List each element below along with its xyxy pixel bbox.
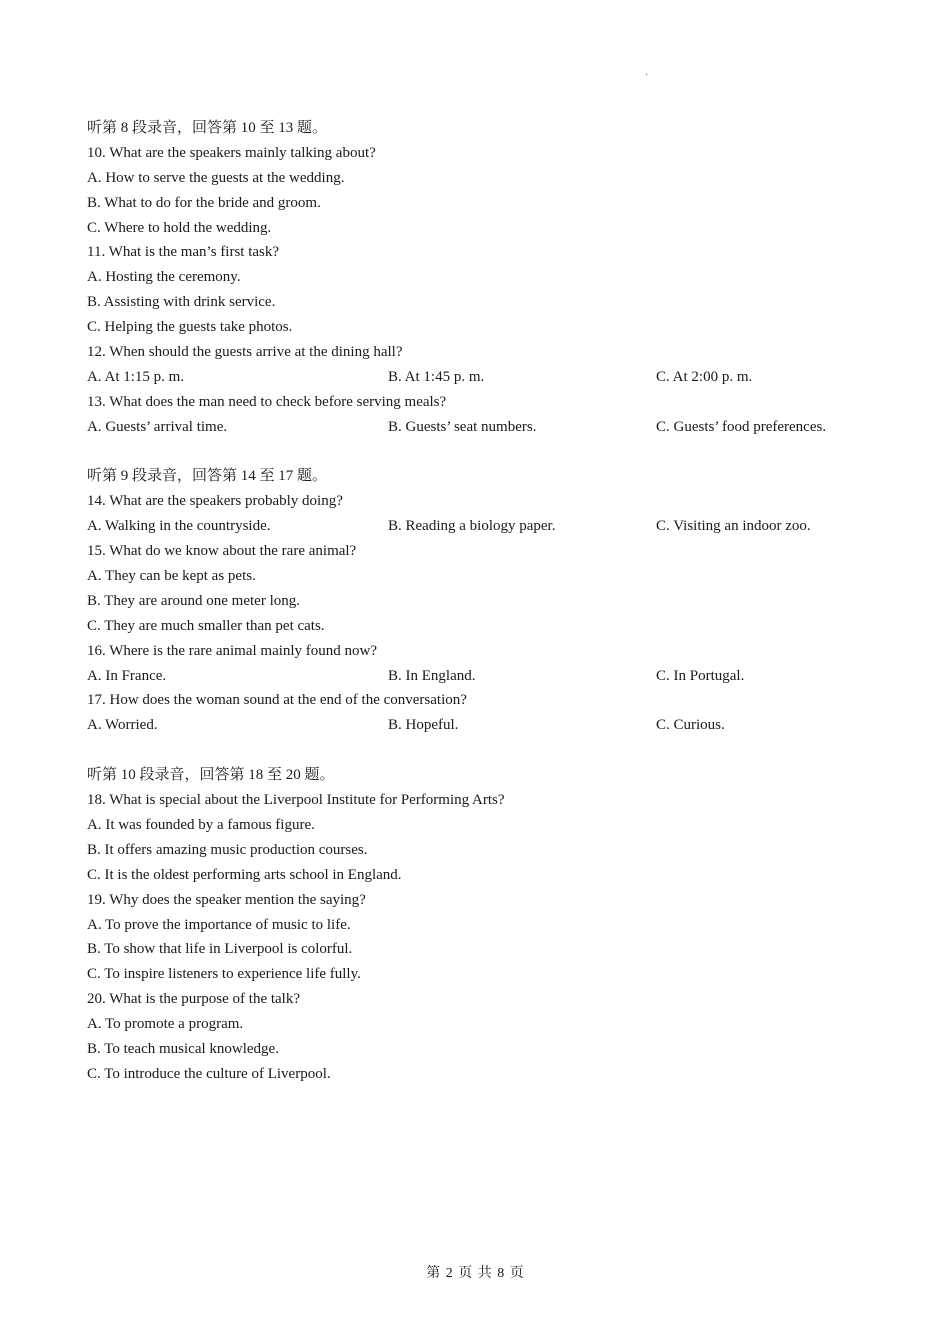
answer-option: B. To show that life in Liverpool is colorful.	[87, 941, 353, 958]
answer-option: C. Visiting an indoor zoo.	[656, 518, 811, 535]
answer-option: C. They are much smaller than pet cats.	[87, 617, 325, 634]
answer-option: B. Guests’ seat numbers.	[388, 418, 537, 435]
answer-option: A. Walking in the countryside.	[87, 518, 271, 535]
section-spacer	[87, 440, 887, 465]
question-stem: 13. What does the man need to check before serving meals?	[87, 393, 447, 410]
answer-option: B. They are around one meter long.	[87, 592, 300, 609]
listening-questions	[87, 116, 887, 1087]
answer-option: A. Worried.	[87, 717, 158, 734]
answer-option: B. At 1:45 p. m.	[388, 368, 485, 385]
answer-option: B. Reading a biology paper.	[388, 518, 556, 535]
answer-option: B. It offers amazing music production courses.	[87, 841, 368, 858]
options-row	[87, 664, 887, 689]
question-stem: 19. Why does the speaker mention the saying?	[87, 891, 366, 908]
answer-option: C. In Portugal.	[656, 667, 745, 684]
answer-option: A. How to serve the guests at the wedding.	[87, 169, 345, 186]
page-footer: 第 2 页 共 8 页	[426, 1266, 524, 1281]
answer-option: C. Where to hold the wedding.	[87, 219, 272, 236]
answer-option: A. In France.	[87, 667, 167, 684]
answer-option: C. To introduce the culture of Liverpool.	[87, 1065, 331, 1082]
answer-option: A. Hosting the ceremony.	[87, 269, 241, 286]
options-row	[87, 415, 887, 440]
answer-option: A. It was founded by a famous figure.	[87, 816, 315, 833]
answer-option: C. It is the oldest performing arts school in England.	[87, 866, 402, 883]
answer-option: B. Hopeful.	[388, 717, 459, 734]
options-row	[87, 365, 887, 390]
options-row	[87, 514, 887, 539]
answer-option: A. To promote a program.	[87, 1016, 244, 1033]
question-stem: 15. What do we know about the rare animal?	[87, 543, 357, 560]
options-row	[87, 713, 887, 738]
question-stem: 18. What is special about the Liverpool Institute for Performing Arts?	[87, 792, 505, 809]
answer-option: A. At 1:15 p. m.	[87, 368, 185, 385]
answer-option: C. Curious.	[656, 717, 725, 734]
answer-option: B. To teach musical knowledge.	[87, 1040, 279, 1057]
answer-option: C. At 2:00 p. m.	[656, 368, 753, 385]
question-stem: 12. When should the guests arrive at the dining hall?	[87, 344, 403, 361]
answer-option: A. To prove the importance of music to life.	[87, 916, 351, 933]
section-spacer	[87, 738, 887, 763]
answer-option: A. They can be kept as pets.	[87, 568, 256, 585]
corner-mark: ·	[645, 70, 649, 81]
question-stem: 16. Where is the rare animal mainly found now?	[87, 642, 378, 659]
question-stem: 20. What is the purpose of the talk?	[87, 991, 301, 1008]
question-stem: 14. What are the speakers probably doing?	[87, 493, 343, 510]
answer-option: B. In England.	[388, 667, 476, 684]
question-stem: 11. What is the man’s first task?	[87, 244, 280, 261]
question-stem: 10. What are the speakers mainly talking about?	[87, 144, 376, 161]
answer-option: C. To inspire listeners to experience life fully.	[87, 966, 361, 983]
section-heading: 听第 8 段录音，回答第 10 至 13 题。	[87, 120, 328, 136]
question-stem: 17. How does the woman sound at the end of the conversation?	[87, 692, 467, 709]
answer-option: C. Helping the guests take photos.	[87, 319, 293, 336]
answer-option: A. Guests’ arrival time.	[87, 418, 228, 435]
section-heading: 听第 10 段录音，回答第 18 至 20 题。	[87, 767, 335, 784]
answer-option: B. Assisting with drink service.	[87, 294, 276, 311]
answer-option: C. Guests’ food preferences.	[656, 418, 827, 435]
answer-option: B. What to do for the bride and groom.	[87, 194, 321, 211]
section-heading: 听第 9 段录音，回答第 14 至 17 题。	[87, 468, 328, 485]
